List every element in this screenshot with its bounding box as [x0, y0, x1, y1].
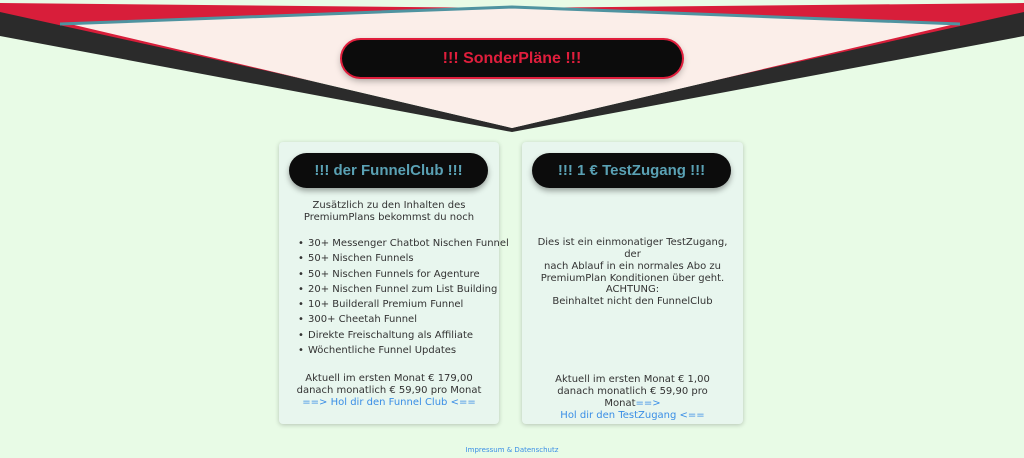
testzugang-pricing	[530, 374, 735, 422]
funnelclub-price-monthly: danach monatlich € 59,90 pro Monat	[296, 385, 482, 396]
testzugang-description	[530, 237, 735, 285]
testzugang-card	[522, 142, 743, 424]
testzugang-note	[530, 284, 735, 308]
testzugang-price-first: Aktuell im ersten Monat € 1,00	[555, 374, 710, 385]
list-item: • Wöchentliche Funnel Updates	[298, 345, 457, 357]
list-item: • Direkte Freischaltung als Affiliate	[298, 329, 474, 341]
testzugang-cta-link[interactable]: Hol dir den TestZugang <==	[560, 410, 705, 421]
funnelclub-feature-list	[298, 236, 509, 358]
list-item: • 50+ Nischen Funnels for Agenture	[298, 268, 480, 280]
funnelclub-intro-line: Zusätzlich zu den Inhalten des	[312, 200, 466, 211]
header-title-pill	[342, 40, 682, 77]
testzugang-title-pill[interactable]	[532, 153, 731, 188]
funnelclub-cta-link[interactable]: ==> Hol dir den Funnel Club <==	[302, 397, 476, 408]
funnelclub-intro-line: PremiumPlans bekommst du noch	[303, 212, 475, 223]
list-item: • 20+ Nischen Funnel zum List Building	[298, 283, 498, 295]
funnelclub-intro	[287, 200, 491, 224]
testzugang-description-line: nach Ablauf in ein normales Abo zu	[543, 261, 721, 272]
list-item: • 50+ Nischen Funnels	[298, 253, 414, 265]
list-item: • 10+ Builderall Premium Funnel	[298, 299, 464, 311]
funnelclub-pricing	[287, 373, 491, 409]
testzugang-title: !!! 1 € TestZugang !!!	[557, 162, 706, 179]
testzugang-description-line: PremiumPlan Konditionen über geht.	[540, 273, 725, 284]
list-item: • 300+ Cheetah Funnel	[298, 314, 417, 326]
list-item: • 30+ Messenger Chatbot Nischen Funnel	[298, 238, 509, 249]
testzugang-price-monthly: danach monatlich € 59,90 pro Monat==>	[557, 386, 708, 409]
funnelclub-title-pill[interactable]	[289, 153, 488, 188]
testzugang-cta-arrow[interactable]: ==>	[635, 398, 661, 409]
funnelclub-title: !!! der FunnelClub !!!	[314, 162, 463, 179]
footer-impressum-link[interactable]: Impressum & Datenschutz	[465, 446, 559, 454]
testzugang-note-label: ACHTUNG:	[605, 284, 660, 295]
testzugang-description-line: Dies ist ein einmonatiger TestZugang, der	[537, 237, 728, 260]
testzugang-note-text: Beinhaltet nicht den FunnelClub	[552, 296, 713, 307]
funnelclub-price-first: Aktuell im ersten Monat € 179,00	[305, 373, 473, 384]
header-title: !!! SonderPläne !!!	[442, 49, 582, 67]
funnelclub-card	[279, 142, 509, 424]
